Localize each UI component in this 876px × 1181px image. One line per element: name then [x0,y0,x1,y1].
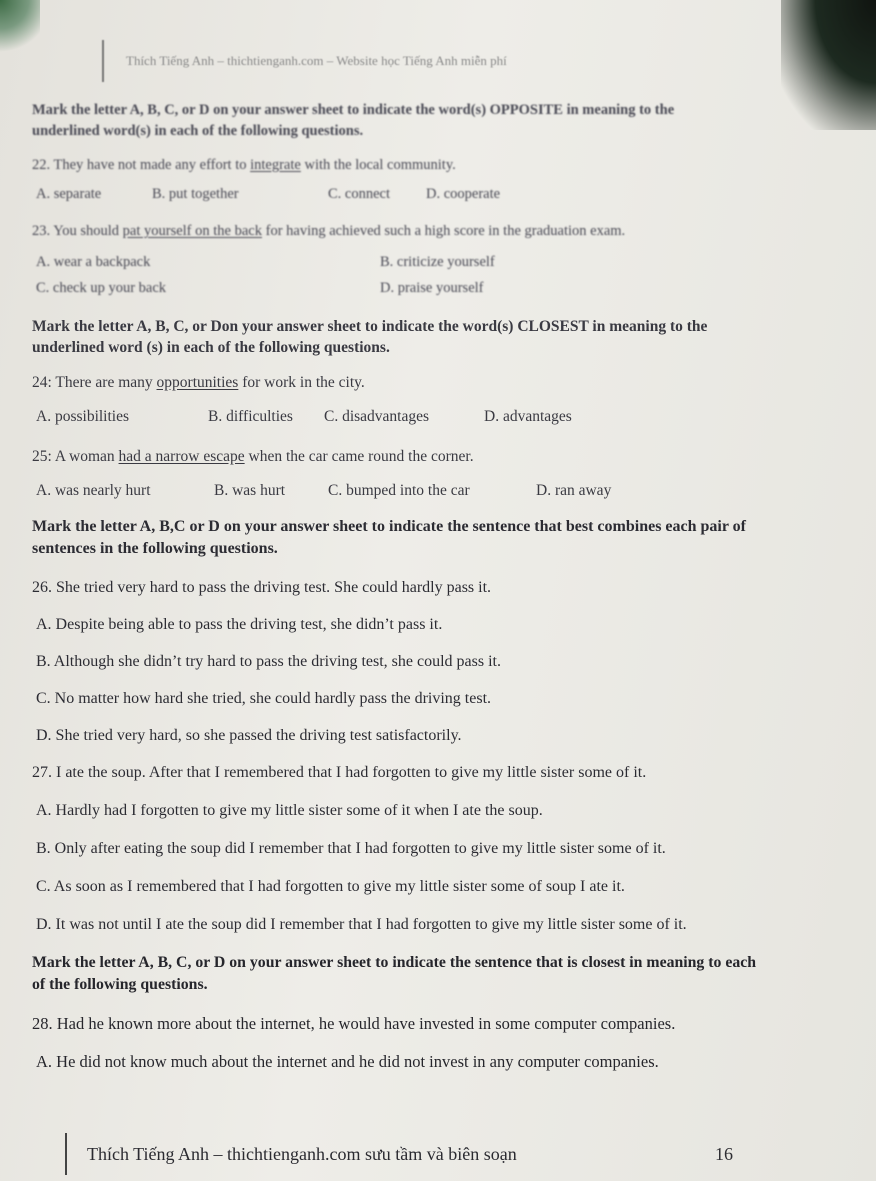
q25-options [32,482,868,516]
background-corner [0,0,40,60]
option-b: B. put together [152,186,239,202]
option-b: B. was hurt [214,482,286,499]
option-d: D. praise yourself [380,280,484,296]
option-d: D. advantages [484,408,572,425]
instruction-line: underlined word(s) in each of the following questions. [32,123,364,139]
underlined-phrase: pat yourself on the back [122,223,262,239]
option-d: D. She tried very hard, so she passed the driving test satisfactorily. [36,727,462,744]
q23-options-row2 [32,280,868,316]
option-a: A. was nearly hurt [36,482,151,499]
page-header: Thích Tiếng Anh – thichtienganh.com – Website học Tiếng Anh miễn phí [102,40,507,82]
question-24: 24: There are many opportunities for work in the city. [32,374,365,391]
page-footer: Thích Tiếng Anh – thichtienganh.com sưu tầm và biên soạn [65,1133,517,1175]
option-c: C. check up your back [36,280,167,296]
option-b: B. Although she didn’t try hard to pass the driving test, she could pass it. [36,653,501,670]
option-a: A. Hardly had I forgotten to give my little sister some of it when I ate the soup. [36,802,543,819]
option-b: B. criticize yourself [380,254,495,270]
option-c: C. No matter how hard she tried, she could hardly pass the driving test. [36,690,492,707]
content [32,100,868,1073]
q22-options [32,186,868,221]
option-c: C. disadvantages [324,408,430,425]
question-23: 23. You should pat yourself on the back for having achieved such a high score in the graduation exam. [32,223,626,239]
instruction-line: Mark the letter A, B, C, or Don your answer sheet to indicate the word(s) CLOSEST in meaning to the [32,318,708,335]
section-closest [32,316,868,516]
q24-options [32,408,868,446]
section-closest-sentence [32,952,868,1073]
option-c: C. bumped into the car [328,482,470,499]
instruction-line: sentences in the following questions. [32,540,278,557]
underlined-word: opportunities [156,374,239,391]
section-opposite [32,100,868,316]
option-d: D. cooperate [426,186,501,202]
instruction-line: underlined word (s) in each of the following questions. [32,339,390,356]
underlined-phrase: had a narrow escape [118,448,245,465]
q23-options-row1 [32,254,868,280]
page-number: 16 [715,1144,733,1164]
option-a: A. possibilities [36,408,130,425]
instruction-line: Mark the letter A, B, C, or D on your answer sheet to indicate the word(s) OPPOSITE in meaning to the [32,102,675,118]
question-26: 26. She tried very hard to pass the driving test. She could hardly pass it. [32,579,492,596]
underlined-word: integrate [250,157,301,173]
option-b: B. Only after eating the soup did I remember that I had forgotten to give my little sister some of it. [36,840,666,857]
option-a: A. He did not know much about the internet and he did not invest in any computer companies. [36,1052,659,1071]
option-c: C. As soon as I remembered that I had forgotten to give my little sister some of soup I ate it. [36,878,625,895]
option-a: A. separate [36,186,102,202]
question-25: 25: A woman had a narrow escape when the car came round the corner. [32,448,474,465]
question-28: 28. Had he known more about the internet, he would have invested in some computer companies. [32,1014,676,1033]
instruction-line: of the following questions. [32,976,208,993]
option-d: D. ran away [536,482,612,499]
instruction-line: Mark the letter A, B, C, or D on your answer sheet to indicate the sentence that is closest in meaning to each [32,954,757,971]
section-combine [32,516,868,936]
question-27: 27. I ate the soup. After that I remembered that I had forgotten to give my little sister some of it. [32,764,647,781]
option-a: A. wear a backpack [36,254,151,270]
option-c: C. connect [328,186,391,202]
instruction-line: Mark the letter A, B,C or D on your answer sheet to indicate the sentence that best combines each pair of [32,518,746,535]
option-d: D. It was not until I ate the soup did I remember that I had forgotten to give my little sister some of it. [36,916,687,933]
option-a: A. Despite being able to pass the driving test, she didn’t pass it. [36,616,443,633]
question-22: 22. They have not made any effort to integrate with the local community. [32,157,456,173]
option-b: B. difficulties [208,408,293,425]
